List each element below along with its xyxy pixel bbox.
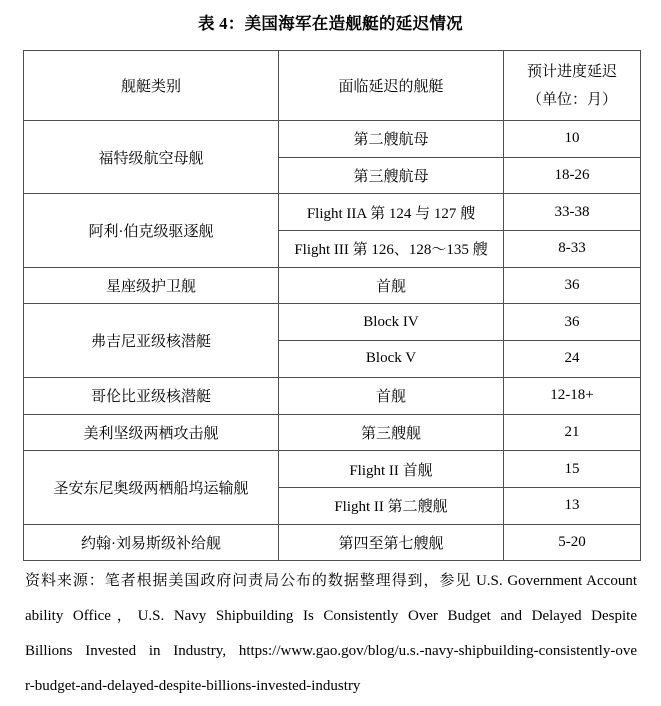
category-cell: 阿利·伯克级驱逐舰 xyxy=(24,194,279,267)
table-row xyxy=(24,377,641,414)
header-delay-line1: 预计进度延迟 xyxy=(526,63,617,80)
ship-cell: 首舰 xyxy=(279,377,504,414)
delay-cell: 10 xyxy=(504,121,641,158)
category-cell: 星座级护卫舰 xyxy=(24,267,279,304)
source-note-line: ability Office，U.S. Navy Shipbuilding Is Consistently Over Budget and Delayed Despite xyxy=(25,608,637,624)
category-cell: 弗吉尼亚级核潜艇 xyxy=(24,304,279,377)
ship-cell: Flight II 首舰 xyxy=(279,451,504,488)
category-cell: 圣安东尼奥级两栖船坞运输舰 xyxy=(24,451,279,524)
delay-cell: 5-20 xyxy=(504,524,641,561)
table-header-row xyxy=(24,51,641,121)
source-note-line: r-budget-and-delayed-despite-billions-invested-industry xyxy=(25,678,361,694)
category-cell: 哥伦比亚级核潜艇 xyxy=(24,377,279,414)
table-row xyxy=(24,414,641,451)
ship-cell: Flight III 第 126、128～135 艘 xyxy=(279,231,504,268)
table-row xyxy=(24,304,641,341)
table-row xyxy=(24,121,641,158)
ship-cell: Flight II 第二艘舰 xyxy=(279,487,504,524)
delay-table xyxy=(23,50,641,561)
header-ships: 面临延迟的舰艇 xyxy=(279,51,504,121)
ship-cell: 第三艘舰 xyxy=(279,414,504,451)
delay-cell: 18-26 xyxy=(504,157,641,194)
delay-cell: 15 xyxy=(504,451,641,488)
header-delay xyxy=(504,51,641,121)
delay-cell: 36 xyxy=(504,304,641,341)
delay-cell: 8-33 xyxy=(504,231,641,268)
ship-cell: 首舰 xyxy=(279,267,504,304)
ship-cell: 第二艘航母 xyxy=(279,121,504,158)
header-category: 舰艇类别 xyxy=(24,51,279,121)
ship-cell: Block V xyxy=(279,341,504,378)
source-note-line: 资料来源：笔者根据美国政府问责局公布的数据整理得到，参见 U.S. Government Account xyxy=(25,573,637,589)
delay-cell: 21 xyxy=(504,414,641,451)
source-note-line: Billions Invested in Industry, https://www.gao.gov/blog/u.s.-navy-shipbuilding-consistently-ove xyxy=(25,643,637,659)
delay-cell: 24 xyxy=(504,341,641,378)
delay-cell: 36 xyxy=(504,267,641,304)
category-cell: 福特级航空母舰 xyxy=(24,121,279,194)
table-row xyxy=(24,451,641,488)
category-cell: 美利坚级两栖攻击舰 xyxy=(24,414,279,451)
table-row xyxy=(24,267,641,304)
delay-cell: 12-18+ xyxy=(504,377,641,414)
delay-cell: 13 xyxy=(504,487,641,524)
ship-cell: 第四至第七艘舰 xyxy=(279,524,504,561)
delay-cell: 33-38 xyxy=(504,194,641,231)
source-note xyxy=(25,564,637,704)
table-title: 表 4：美国海军在造舰艇的延迟情况 xyxy=(198,14,463,33)
table-row xyxy=(24,524,641,561)
ship-cell: Block IV xyxy=(279,304,504,341)
table-row xyxy=(24,194,641,231)
category-cell: 约翰·刘易斯级补给舰 xyxy=(24,524,279,561)
header-delay-line2: （单位：月） xyxy=(526,91,617,108)
ship-cell: 第三艘航母 xyxy=(279,157,504,194)
ship-cell: Flight IIA 第 124 与 127 艘 xyxy=(279,194,504,231)
